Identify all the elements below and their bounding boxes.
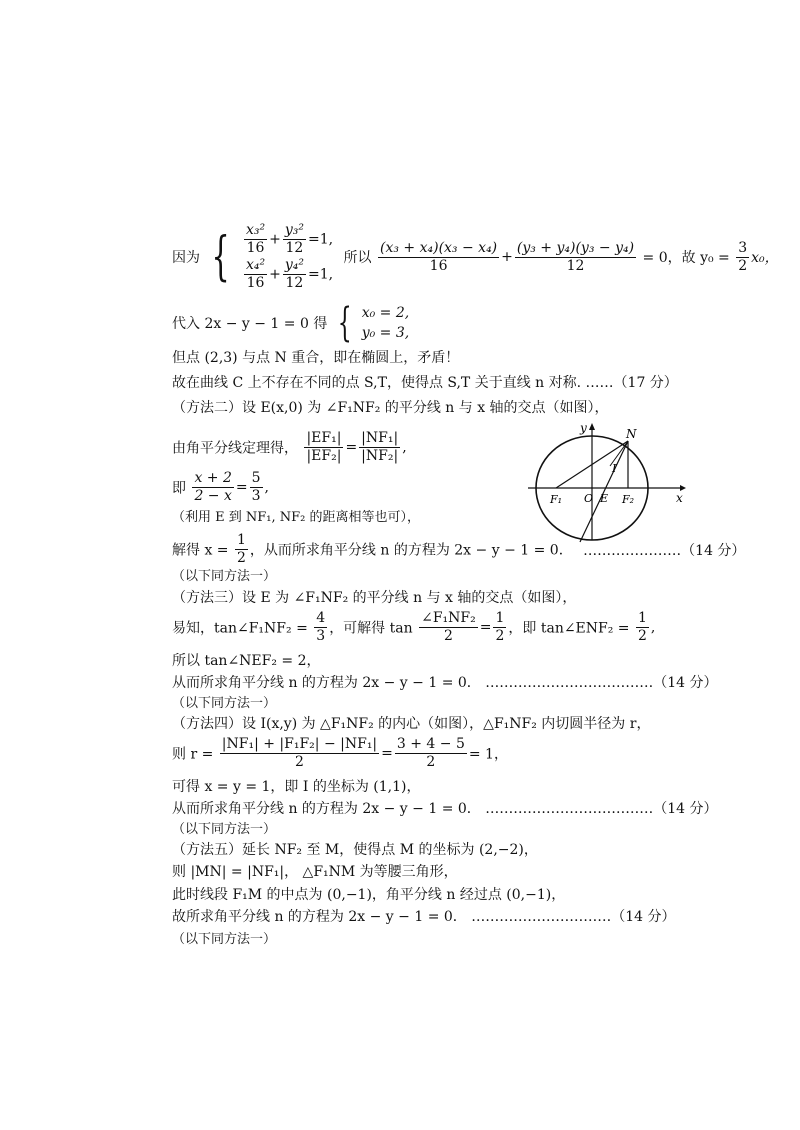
fraction: $\frac{\text{x₄²}}{16}$ xyxy=(246,257,266,291)
fraction: $\frac{3}{2}$ xyxy=(738,239,748,274)
method4-result: 从而所求角平分线 n 的方程为 2x − y − 1 = 0． ………………………………（14 分） xyxy=(172,801,718,817)
equation-system: $\frac{\text{x₃²}}{16}$ + $\frac{\text{y₃²}}{12}$ =1, $\frac{\text{x₄²}}{16}$ + $\frac{\text{y₄²}}{12}$ =1, xyxy=(246,222,334,291)
method2-result: 解得 x = $\frac{1}{2}$ ，从而所求角平分线 n 的方程为 2x − y − 1 = 0． …………………（14 分） xyxy=(172,532,746,566)
fraction: $\frac{\text{y₃²}}{12}$ xyxy=(284,222,304,256)
method4-title: （方法四）设 I(x,y) 为 △F₁NF₂ 的内心（如图），△F₁NF₂ 内切圆半径为 r， xyxy=(172,716,651,732)
label-e: E xyxy=(600,492,609,505)
method2-same: （以下同方法一） xyxy=(172,569,277,584)
y-axis-arrow xyxy=(589,423,595,430)
method4-same: （以下同方法一） xyxy=(172,822,277,837)
method2-title: （方法二）设 E(x,0) 为 ∠F₁NF₂ 的平分线 n 与 x 轴的交点（如图）， xyxy=(172,400,609,416)
method5-line3: 此时线段 F₁M 的中点为 (0,−1)，角平分线 n 经过点 (0,−1)， xyxy=(172,887,566,903)
method2-note: （利用 E 到 NF₁, NF₂ 的距离相等也可）， xyxy=(172,510,420,525)
contradiction-line: 但点 (2,3) 与点 N 重合，即在椭圆上，矛盾！ xyxy=(172,350,460,366)
method3-title: （方法三）设 E 为 ∠F₁NF₂ 的平分线 n 与 x 轴的交点（如图）， xyxy=(172,590,577,606)
method3-so: 所以 tan∠NEF₂ = 2， xyxy=(172,653,321,669)
because-text: 因为 xyxy=(172,250,200,266)
substitute-line: 代入 2x − y − 1 = 0 得 { x₀ = 2, y₀ = 3, xyxy=(172,300,410,346)
label-x: x xyxy=(676,491,683,505)
label-o: O xyxy=(584,492,594,505)
method4-radius: 则 r = $\frac{\text{|NF₁| + |F₁F₂| − |NF₁|}}{2}$ = $\frac{3 + 4 - 5}{2}$ = 1， xyxy=(172,736,508,770)
label-i: I xyxy=(612,462,617,475)
method3-result: 从而所求角平分线 n 的方程为 2x − y − 1 = 0． ………………………………（14 分） xyxy=(172,675,718,691)
brace: { xyxy=(211,227,231,287)
fraction: $\frac{\text{(y₃ + y₄)(y₃ − y₄)}}{12}$ xyxy=(516,239,635,274)
fraction: $\frac{\text{x₃²}}{16}$ xyxy=(246,222,266,256)
brace: { xyxy=(337,300,352,346)
system-line: 因为 { $\frac{\text{x₃²}}{16}$ + $\frac{\text{y₃²}}{12}$ =1, $\frac{\text{x₄²}}{16}$ + $\frac{\text{y₄²}}{12}$ =1, 所以 $\frac{\text{(x₃ + x₄)(x₃ − x₄)}}{16}$ + $\frac{\text{(y₃ + y₄)(y₃ − y₄)}}{12}$ = 0，故 y₀ = $\frac{3}{2}$ x₀， xyxy=(172,222,779,291)
label-y: y xyxy=(580,421,587,435)
score: ………………………………（14 分） xyxy=(485,675,718,691)
method3-same: （以下同方法一） xyxy=(172,696,277,711)
method5-result: 故所求角平分线 n 的方程为 2x − y − 1 = 0． …………………………（14 分） xyxy=(172,909,676,925)
method2-theorem: 由角平分线定理得， $\frac{\text{|EF₁|}}{\text{|EF₂|}}$ = $\frac{\text{|NF₁|}}{\text{|NF₂|}}$ , xyxy=(172,430,407,464)
ellipse-diagram xyxy=(528,420,688,545)
score: ………………………………（14 分） xyxy=(485,801,718,817)
fraction: $\frac{\text{y₄²}}{12}$ xyxy=(284,257,304,291)
score: …………………………（14 分） xyxy=(471,909,676,925)
fraction: $\frac{\text{(x₃ + x₄)(x₃ − x₄)}}{16}$ xyxy=(380,239,498,274)
label-f1: F₁ xyxy=(550,493,563,506)
method2-ratio: 即 $\frac{x + 2}{2 - x}$ = $\frac{5}{3}$ , xyxy=(172,470,269,504)
method5-same: （以下同方法一） xyxy=(172,932,277,947)
conclusion-line: 故在曲线 C 上不存在不同的点 S,T，使得点 S,T 关于直线 n 对称. ……（17 分） xyxy=(172,375,678,391)
method3-tan: 易知，tan∠F₁NF₂ = $\frac{4}{3}$ ，可解得 tan $\frac{\text{∠F₁NF₂}}{2}$ = $\frac{1}{2}$ ，即 tan∠ENF₂ = $\frac{1}{2}$ , xyxy=(172,610,656,644)
method5-line2: 则 |MN| = |NF₁|， △F₁NM 为等腰三角形， xyxy=(172,864,458,880)
label-f2: F₂ xyxy=(622,493,635,506)
score: …………………（14 分） xyxy=(583,542,746,559)
method4-get: 可得 x = y = 1，即 I 的坐标为 (1,1)， xyxy=(172,779,421,795)
score: ……（17 分） xyxy=(585,375,678,391)
label-n: N xyxy=(626,427,637,441)
method5-title: （方法五）延长 NF₂ 至 M，使得点 M 的坐标为 (2,−2)， xyxy=(172,842,538,858)
